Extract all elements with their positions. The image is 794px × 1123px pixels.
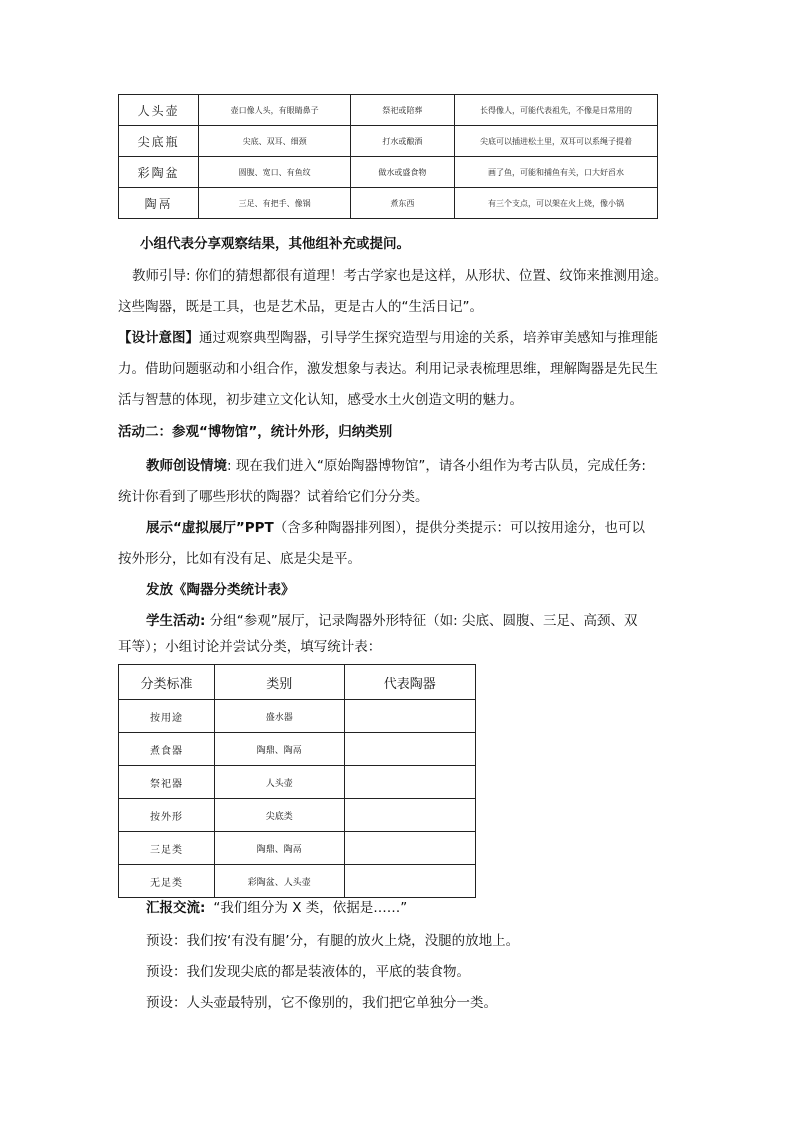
pottery-reason: 尖底可以插进松土里，双耳可以系绳子提着 [454, 126, 657, 157]
paragraph-share-results: 小组代表分享观察结果，其他组补充或提问。 [140, 236, 410, 252]
cell-standard: 无足类 [119, 865, 215, 898]
design-intent-text: 通过观察典型陶器，引导学生探究造型与用途的关系，培养审美感知与推理能 [199, 330, 658, 346]
cell-category: 陶鼎、陶鬲 [214, 733, 344, 766]
pottery-use: 祭祀或陪葬 [350, 95, 454, 126]
paragraph-report [146, 898, 706, 918]
table-row [119, 700, 476, 733]
pottery-reason: 画了鱼，可能和捕鱼有关，口大好舀水 [454, 157, 657, 188]
cell-standard: 祭祀器 [119, 766, 215, 799]
paragraph-teacher-guide-cont: 这些陶器，既是工具，也是艺术品，更是古人的“生活日记”。 [118, 299, 483, 315]
paragraph-teacher-guide: 教师引导: 你们的猜想都很有道理！考古学家也是这样，从形状、位置、纹饰来推测用途。 [132, 268, 668, 284]
table-row [119, 766, 476, 799]
activity-two-heading: 活动二：参观“博物馆”，统计外形，归纳类别 [118, 424, 393, 440]
cell-category: 人头壶 [214, 766, 344, 799]
paragraph-distribute-form: 发放《陶器分类统计表》 [146, 582, 295, 598]
cell-standard: 三足类 [119, 832, 215, 865]
pottery-name: 彩陶盆 [119, 157, 199, 188]
paragraph-teacher-scenario-cont: 统计你看到了哪些形状的陶器？试着给它们分分类。 [118, 489, 429, 505]
paragraph-teacher-scenario [146, 456, 706, 476]
paragraph-virtual-hall-cont: 按外形分，比如有没有足、底是尖是平。 [118, 551, 361, 567]
report-text: “我们组分为 X 类，依据是……” [213, 900, 408, 916]
table-row [119, 865, 476, 898]
pottery-shape: 壶口像人头，有眼睛鼻子 [199, 95, 351, 126]
cell-category: 尖底类 [214, 799, 344, 832]
cell-example[interactable] [344, 865, 476, 898]
table-row [119, 157, 658, 188]
paragraph-preset-2: 预设：我们发现尖底的都是装液体的，平底的装食物。 [146, 964, 470, 980]
header-standard: 分类标准 [119, 665, 215, 700]
paragraph-design-intent-cont2: 活与智慧的体现，初步建立文化认知，感受水土火创造文明的魅力。 [118, 392, 523, 408]
header-category: 类别 [214, 665, 344, 700]
pottery-reason: 有三个支点，可以架在火上烧，像小锅 [454, 188, 657, 219]
paragraph-design-intent [118, 328, 678, 348]
pottery-reason: 长得像人，可能代表祖先，不像是日常用的 [454, 95, 657, 126]
cell-example[interactable] [344, 799, 476, 832]
table-row [119, 832, 476, 865]
pottery-name: 尖底瓶 [119, 126, 199, 157]
table-row [119, 188, 658, 219]
cell-category: 盛水器 [214, 700, 344, 733]
pottery-use: 煮东西 [350, 188, 454, 219]
paragraph-student-activity-cont: 耳等）；小组讨论并尝试分类，填写统计表： [118, 639, 382, 655]
design-intent-label: 【设计意图】 [118, 330, 199, 346]
teacher-scenario-label: 教师创设情境 [146, 458, 227, 474]
paragraph-virtual-hall [146, 518, 706, 538]
cell-example[interactable] [344, 766, 476, 799]
cell-category: 彩陶盆、人头壶 [214, 865, 344, 898]
table-row [119, 733, 476, 766]
student-activity-text: 分组“参观”展厅，记录陶器外形特征（如: 尖底、圆腹、三足、高颈、双 [205, 613, 638, 629]
cell-standard: 按用途 [119, 700, 215, 733]
virtual-hall-text: （含多种陶器排列图），提供分类提示：可以按用途分，也可以 [273, 520, 645, 536]
virtual-hall-label: 展示“虚拟展厅”PPT [146, 520, 274, 536]
cell-example[interactable] [344, 700, 476, 733]
paragraph-student-activity [146, 611, 706, 631]
paragraph-preset-3: 预设：人头壶最特别，它不像别的，我们把它单独分一类。 [146, 995, 497, 1011]
pottery-shape: 尖底、双耳、细颈 [199, 126, 351, 157]
pottery-name: 人头壶 [119, 95, 199, 126]
table-row [119, 126, 658, 157]
header-example: 代表陶器 [344, 665, 476, 700]
cell-standard: 按外形 [119, 799, 215, 832]
cell-example[interactable] [344, 832, 476, 865]
pottery-name: 陶鬲 [119, 188, 199, 219]
classification-table [118, 664, 476, 898]
pottery-shape: 圆腹、宽口、有鱼纹 [199, 157, 351, 188]
table-row [119, 95, 658, 126]
pottery-shape: 三足、有把手、像锅 [199, 188, 351, 219]
paragraph-preset-1: 预设：我们按‘有没有腿’分，有腿的放火上烧，没腿的放地上。 [146, 933, 520, 949]
table-row [119, 799, 476, 832]
table-header-row [119, 665, 476, 700]
observation-table [118, 94, 658, 219]
paragraph-design-intent-cont: 力。借助问题驱动和小组合作，激发想象与表达。利用记录表梳理思维，理解陶器是先民生 [118, 361, 658, 377]
report-label: 汇报交流: [146, 900, 206, 916]
pottery-use: 做水或盛食物 [350, 157, 454, 188]
pottery-use: 打水或酿酒 [350, 126, 454, 157]
cell-example[interactable] [344, 733, 476, 766]
student-activity-label: 学生活动: [146, 613, 206, 629]
teacher-scenario-text: : 现在我们进入“原始陶器博物馆”，请各小组作为考古队员，完成任务: [227, 458, 646, 474]
cell-standard: 煮食器 [119, 733, 215, 766]
cell-category: 陶鼎、陶鬲 [214, 832, 344, 865]
